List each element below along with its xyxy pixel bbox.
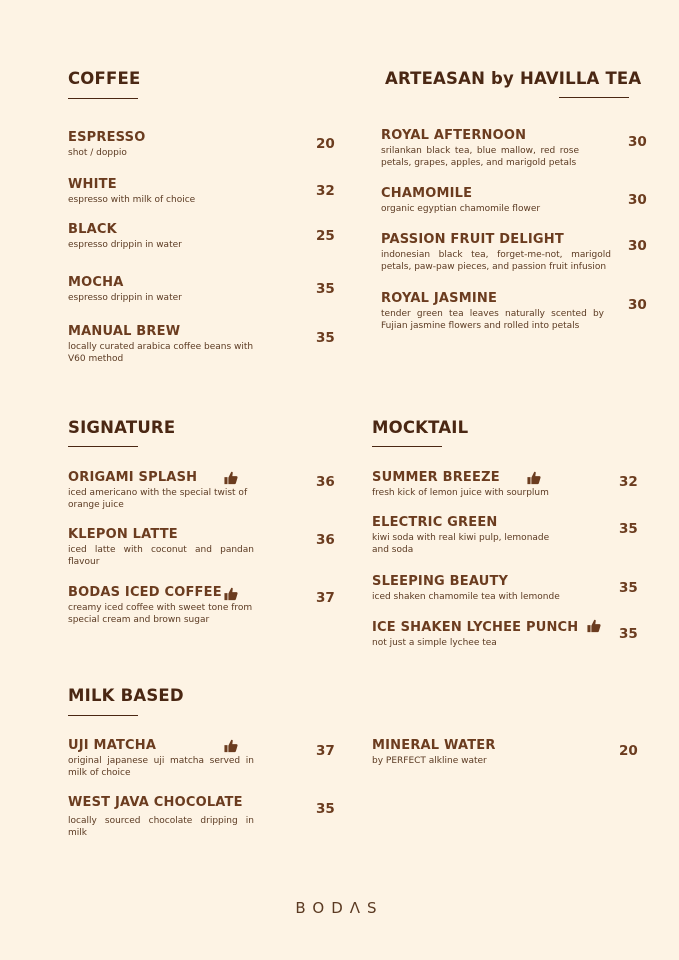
item-desc: locally curated arabica coffee beans with V60 method [68,342,254,364]
mocktail-title-rule [372,446,442,447]
item-desc: locally sourced chocolate dripping in milk [68,816,254,838]
brand-logo-text: BODΛS [295,899,384,917]
item-price: 25 [316,228,335,244]
menu-item-klepon-latte [68,527,254,568]
menu-item-west-java-chocolate [68,795,254,839]
item-name: BLACK [68,222,117,237]
item-desc: fresh kick of lemon juice with sourplum [372,488,549,498]
menu-item-sleeping-beauty [372,574,572,603]
thumbs-up-icon [224,739,238,753]
coffee-title-rule [68,98,138,99]
item-desc: tender green tea leaves naturally scented by Fujian jasmine flowers and rolled into petals [381,309,604,331]
tea-title-rule [559,97,629,98]
menu-item-espresso [68,130,268,159]
item-name: SLEEPING BEAUTY [372,574,509,589]
menu-item-mineral-water [372,738,572,767]
tea-title: ARTEASAN by HAVILLA TEA [385,69,642,88]
item-name: BODAS ICED COFFEE [68,585,222,600]
item-price: 35 [619,521,638,537]
mocktail-title: MOCKTAIL [372,418,469,437]
item-name: ORIGAMI SPLASH [68,470,198,485]
item-name: MOCHA [68,275,124,290]
item-name: ICE SHAKEN LYCHEE PUNCH [372,620,579,635]
item-name: WEST JAVA CHOCOLATE [68,795,243,810]
item-desc: original japanese uji matcha served in milk of choice [68,756,254,778]
item-desc: srilankan black tea, blue mallow, red rose petals, grapes, apples, and marigold petals [381,146,579,168]
item-price: 20 [619,743,638,759]
item-price: 35 [619,580,638,596]
item-name: MINERAL WATER [372,738,496,753]
item-name: KLEPON LATTE [68,527,178,542]
menu-item-royal-afternoon [381,128,579,169]
item-desc: kiwi soda with real kiwi pulp, lemonade and soda [372,533,550,555]
item-desc: creamy iced coffee with sweet tone from special cream and brown sugar [68,603,253,625]
item-name: ESPRESSO [68,130,146,145]
thumbs-up-icon [224,587,238,601]
item-desc: iced shaken chamomile tea with lemonde [372,592,560,602]
item-name: WHITE [68,177,117,192]
item-price: 35 [316,330,335,346]
item-price: 36 [316,474,335,490]
item-price: 37 [316,743,335,759]
menu-item-passion-fruit-delight [381,232,611,273]
thumbs-up-icon [587,619,601,633]
item-name: ROYAL AFTERNOON [381,128,527,143]
milk-title: MILK BASED [68,686,184,705]
item-price: 35 [619,626,638,642]
item-desc: indonesian black tea, forget-me-not, marigold petals, paw-paw pieces, and passion fruit infusion [381,250,611,272]
menu-item-white [68,177,268,206]
menu-item-mocha [68,275,268,304]
item-desc: iced latte with coconut and pandan flavour [68,545,254,567]
item-price: 30 [628,297,647,313]
item-desc: espresso drippin in water [68,240,182,250]
menu-item-summer-breeze [372,470,572,499]
item-name: ELECTRIC GREEN [372,515,498,530]
menu-item-royal-jasmine [381,291,604,332]
item-price: 20 [316,136,335,152]
item-price: 32 [619,474,638,490]
milk-title-rule [68,715,138,716]
signature-title-rule [68,446,138,447]
item-desc: by PERFECT alkline water [372,756,487,766]
item-price: 36 [316,532,335,548]
item-name: ROYAL JASMINE [381,291,498,306]
menu-item-ice-shaken-lychee-punch [372,620,582,649]
menu-item-black [68,222,268,251]
menu-item-manual-brew [68,324,268,365]
item-price: 30 [628,134,647,150]
item-name: UJI MATCHA [68,738,157,753]
thumbs-up-icon [224,471,238,485]
item-desc: iced americano with the special twist of orange juice [68,488,248,510]
coffee-title: COFFEE [68,69,141,88]
item-desc: organic egyptian chamomile flower [381,204,541,214]
item-price: 30 [628,238,647,254]
item-price: 37 [316,590,335,606]
item-name: MANUAL BREW [68,324,181,339]
item-price: 35 [316,281,335,297]
item-desc: espresso with milk of choice [68,195,196,205]
thumbs-up-icon [527,471,541,485]
item-price: 35 [316,801,335,817]
signature-title: SIGNATURE [68,418,176,437]
item-price: 30 [628,192,647,208]
item-desc: shot / doppio [68,148,127,158]
item-name: SUMMER BREEZE [372,470,500,485]
item-desc: espresso drippin in water [68,293,182,303]
item-desc: not just a simple lychee tea [372,638,497,648]
item-name: PASSION FRUIT DELIGHT [381,232,564,247]
menu-item-chamomile [381,186,611,215]
item-name: CHAMOMILE [381,186,473,201]
item-price: 32 [316,183,335,199]
menu-item-electric-green [372,515,560,556]
